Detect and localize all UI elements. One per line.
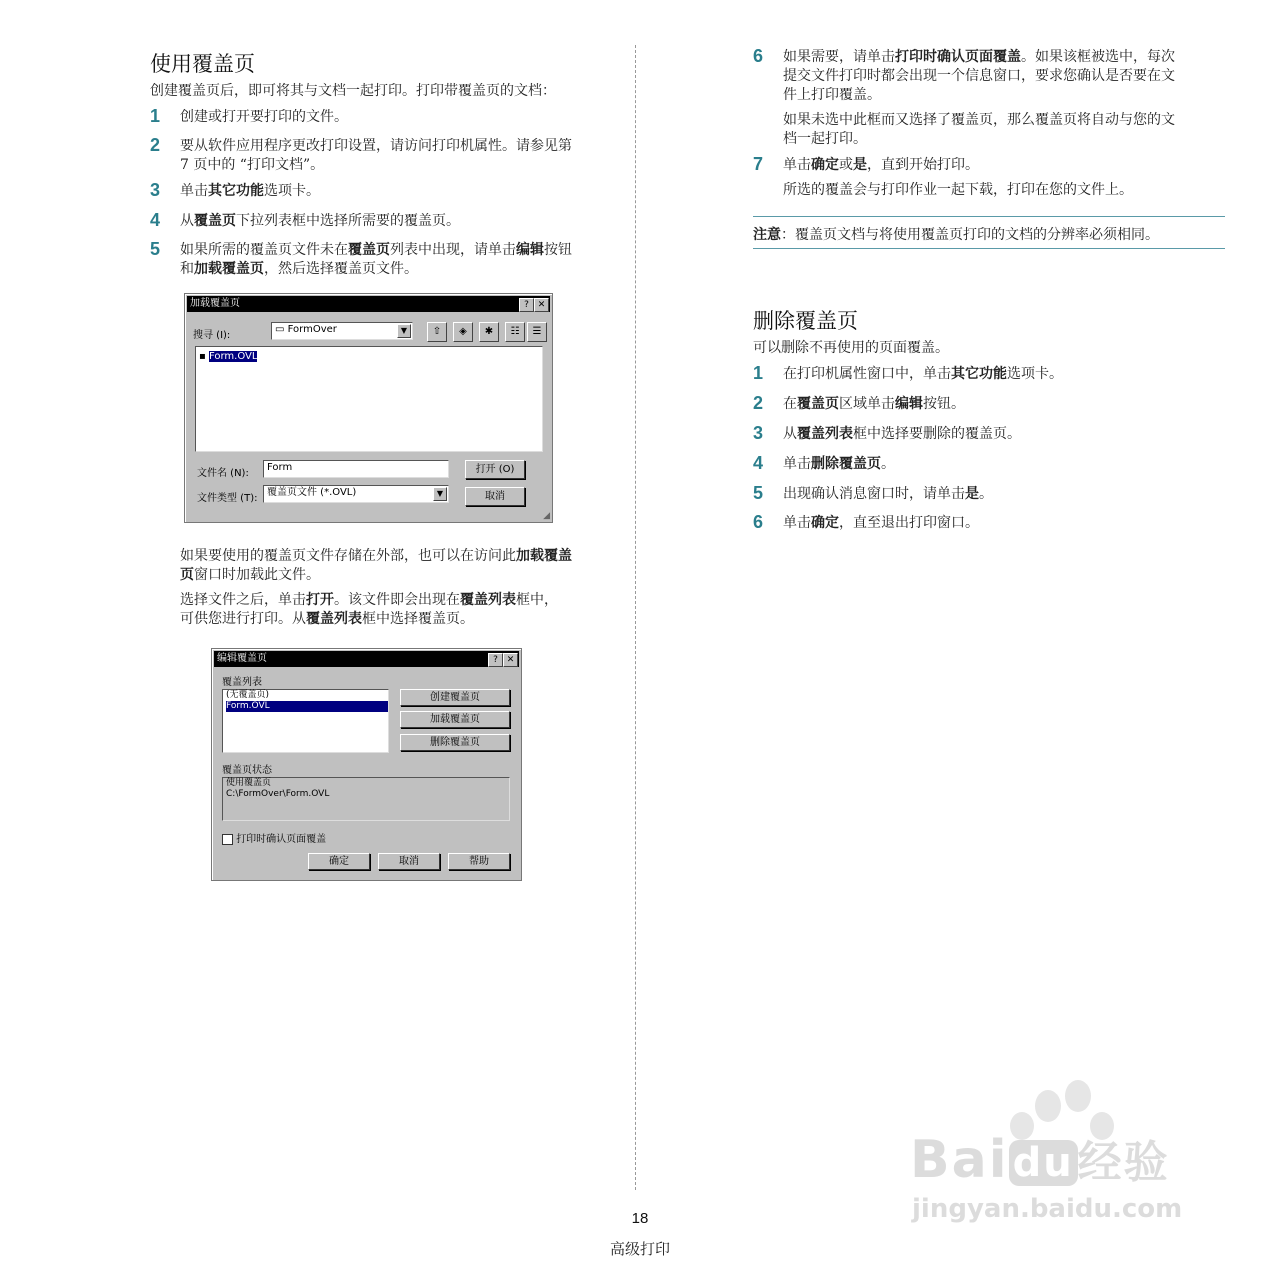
step-text	[783, 485, 993, 504]
step-text	[783, 455, 895, 474]
baidu-jingyan-watermark	[900, 1080, 1210, 1230]
overlay-list[interactable]	[222, 689, 389, 753]
step-number: 7	[753, 154, 764, 174]
load-overlay-button[interactable]: 加载覆盖页	[400, 711, 510, 728]
lookin-value: FormOver	[287, 324, 337, 335]
bold-term: 覆盖页	[348, 242, 390, 258]
text-span: 或	[839, 157, 853, 173]
cancel-button[interactable]: 取消	[465, 487, 525, 506]
step-text	[180, 182, 320, 201]
footer-section: 高级打印	[609, 1240, 670, 1258]
text-span: 从	[180, 213, 194, 229]
watermark-brand-text: Bai	[910, 1130, 1009, 1190]
bold-term: 删除覆盖页	[811, 456, 881, 472]
step-text	[180, 212, 460, 231]
note	[753, 226, 1159, 245]
text-span: ，直至退出打印窗口。	[839, 515, 979, 531]
filetype-value: 覆盖页文件 (*.OVL)	[267, 487, 357, 498]
bold-term: 页	[180, 567, 194, 583]
note-text: ：覆盖页文档与将使用覆盖页打印的文档的分辨率必须相同。	[781, 227, 1159, 243]
note-rule-bottom	[753, 248, 1225, 249]
step-text	[180, 137, 572, 175]
step-number: 2	[753, 393, 764, 413]
ok-button[interactable]: 确定	[308, 853, 370, 870]
text-span: 单击	[783, 515, 811, 531]
step-number: 6	[753, 46, 764, 66]
overlay-status-label: 覆盖页状态	[222, 765, 272, 776]
paw-toe	[1035, 1090, 1061, 1122]
step-text	[783, 156, 1133, 200]
bold-term: 覆盖页	[194, 213, 236, 229]
step-text	[783, 365, 1063, 384]
close-icon[interactable]: ✕	[503, 653, 518, 667]
folder-icon: ▭	[275, 324, 285, 335]
column-divider	[635, 45, 636, 1190]
step-text: 创建或打开要打印的文件。	[180, 109, 348, 125]
filetype-label: 文件类型 (T):	[197, 493, 258, 504]
text-span: 和	[180, 261, 194, 277]
text-span: 单击	[783, 157, 811, 173]
step-line: 所选的覆盖会与打印作业一起下载，打印在您的文件上。	[783, 182, 1133, 198]
text-span: ，直到开始打印。	[867, 157, 979, 173]
text-span: 按钮。	[923, 396, 965, 412]
step-number: 4	[753, 453, 764, 473]
text-span: 选项卡。	[264, 183, 320, 199]
step-text	[180, 241, 572, 279]
watermark-cn: 经验	[1077, 1137, 1170, 1188]
step-number: 6	[753, 512, 764, 532]
text-span: 如果所需的覆盖页文件未在	[180, 242, 348, 258]
list-item[interactable]	[199, 350, 542, 364]
watermark-brand	[910, 1126, 1170, 1190]
bold-term: 是	[853, 157, 867, 173]
open-button[interactable]: 打开 (O)	[465, 460, 525, 479]
section-title-delete-overlay: 删除覆盖页	[753, 309, 858, 333]
lookin-label: 搜寻 (I):	[193, 330, 231, 341]
bold-term: 是	[965, 486, 979, 502]
chevron-down-icon: ▼	[433, 487, 447, 501]
checkbox-label: 打印时确认页面覆盖	[236, 834, 327, 845]
chevron-down-icon: ▼	[397, 324, 411, 338]
text-span: 。	[979, 486, 993, 502]
filetype-select[interactable]	[263, 485, 449, 503]
overlay-status-box	[222, 777, 510, 821]
step-number: 3	[753, 423, 764, 443]
create-overlay-button[interactable]: 创建覆盖页	[400, 689, 510, 706]
step-number: 5	[753, 483, 764, 503]
intro-text: 可以删除不再使用的页面覆盖。	[753, 340, 949, 356]
bold-term: 覆盖列表	[306, 611, 362, 627]
status-line: 使用覆盖页	[226, 778, 272, 788]
paw-toe	[1065, 1080, 1091, 1112]
text-span: 窗口时加载此文件。	[194, 567, 320, 583]
text-span: 。	[881, 456, 895, 472]
step-number: 1	[150, 106, 161, 126]
delete-overlay-button[interactable]: 删除覆盖页	[400, 734, 510, 751]
dialog-titlebar	[187, 296, 550, 312]
step-text	[783, 514, 979, 533]
dialog-title: 加载覆盖页	[190, 298, 240, 309]
step-number: 3	[150, 180, 161, 200]
status-line: C:\FormOver\Form.OVL	[226, 789, 330, 799]
text-span: 下拉列表框中选择所需要的覆盖页。	[236, 213, 460, 229]
help-icon[interactable]: ?	[488, 653, 503, 667]
paragraph	[180, 591, 558, 629]
watermark-paw-du: du	[1009, 1140, 1078, 1186]
text-span: 出现确认消息窗口时，请单击	[783, 486, 965, 502]
note-label: 注意	[753, 227, 781, 243]
resize-grip-icon[interactable]: ◢	[543, 511, 550, 521]
bold-term: 覆盖页	[797, 396, 839, 412]
list-item[interactable]: (无覆盖页)	[226, 690, 270, 700]
file-name: Form.OVL	[208, 351, 258, 362]
text-span: 单击	[783, 456, 811, 472]
filename-input[interactable]: Form	[263, 460, 449, 478]
bold-term: 其它功能	[208, 183, 264, 199]
bold-term: 其它功能	[951, 366, 1007, 382]
help-icon[interactable]: ?	[519, 298, 534, 312]
bold-term: 打开	[306, 592, 334, 608]
checkbox[interactable]	[222, 834, 233, 845]
overlay-list-label: 覆盖列表	[222, 677, 262, 688]
list-view-icon[interactable]: ☷	[505, 322, 525, 342]
watermark-url: jingyan.baidu.com	[912, 1194, 1183, 1224]
text-span: 单击	[180, 183, 208, 199]
step-text	[783, 395, 965, 414]
file-list[interactable]	[195, 346, 543, 452]
page-number: 18	[631, 1210, 649, 1227]
bold-term: 加载覆盖	[516, 548, 572, 564]
file-icon: ▪	[199, 351, 206, 362]
dialog-titlebar	[214, 651, 519, 667]
bold-term: 加载覆盖页	[194, 261, 264, 277]
text-span: 框中选择覆盖页。	[362, 611, 474, 627]
text-span: 从	[783, 426, 797, 442]
step-number: 2	[150, 135, 161, 155]
new-folder-icon[interactable]: ✱	[479, 322, 499, 342]
text-span: 区域单击	[839, 396, 895, 412]
text-span: 选项卡。	[1007, 366, 1063, 382]
step-text	[783, 425, 1021, 444]
step-line: 7 页中的 “打印文档”。	[180, 157, 325, 173]
step-text	[783, 48, 1228, 149]
text-span: ，然后选择覆盖页文件。	[264, 261, 418, 277]
dialog-title: 编辑覆盖页	[217, 653, 267, 664]
bold-term: 确定	[811, 157, 839, 173]
paragraph	[180, 547, 572, 585]
filename-label: 文件名 (N):	[197, 468, 249, 479]
text-span: 选择文件之后，单击	[180, 592, 306, 608]
bold-term: 打印时确认页面覆盖	[895, 49, 1021, 65]
up-folder-icon[interactable]: ⇧	[427, 322, 447, 342]
step-line: 如果未选中此框而又选择了覆盖页，那么覆盖页将自动与您的文	[783, 112, 1175, 128]
text-span: 。该文件即会出现在	[334, 592, 460, 608]
details-view-icon[interactable]: ☰	[527, 322, 547, 342]
load-overlay-dialog	[184, 293, 553, 523]
text-span: 。如果该框被选中，每次	[1021, 49, 1175, 65]
bold-term: 确定	[811, 515, 839, 531]
section-title-use-overlay: 使用覆盖页	[150, 52, 255, 76]
bold-term: 覆盖列表	[797, 426, 853, 442]
text-span: 框中选择要删除的覆盖页。	[853, 426, 1021, 442]
step-line: 件上打印覆盖。	[783, 87, 881, 103]
step-number: 1	[753, 363, 764, 383]
step-line: 要从软件应用程序更改打印设置，请访问打印机属性。请参见第	[180, 138, 572, 154]
step-line: 提交文件打印时都会出现一个信息窗口，要求您确认是否要在文	[783, 68, 1175, 84]
text-span: 可供您进行打印。从	[180, 611, 306, 627]
help-button[interactable]: 帮助	[448, 853, 510, 870]
cancel-button[interactable]: 取消	[378, 853, 440, 870]
desktop-icon[interactable]: ◈	[453, 322, 473, 342]
list-item[interactable]: Form.OVL	[226, 701, 388, 712]
close-icon[interactable]: ✕	[534, 298, 549, 312]
note-rule-top	[753, 216, 1225, 217]
edit-overlay-dialog	[211, 648, 522, 881]
bold-term: 编辑	[516, 242, 544, 258]
intro-text: 创建覆盖页后，即可将其与文档一起打印。打印带覆盖页的文档：	[150, 83, 556, 99]
text-span: 在打印机属性窗口中，单击	[783, 366, 951, 382]
step-line: 档一起打印。	[783, 131, 867, 147]
text-span: 在	[783, 396, 797, 412]
bold-term: 覆盖列表	[460, 592, 516, 608]
text-span: 如果要使用的覆盖页文件存储在外部，也可以在访问此	[180, 548, 516, 564]
lookin-select[interactable]	[271, 322, 413, 340]
step-number: 4	[150, 210, 161, 230]
text-span: 如果需要，请单击	[783, 49, 895, 65]
text-span: 列表中出现，请单击	[390, 242, 516, 258]
text-span: 框中，	[516, 592, 558, 608]
step-number: 5	[150, 239, 161, 259]
confirm-overlay-checkbox-row[interactable]	[222, 830, 326, 845]
bold-term: 编辑	[895, 396, 923, 412]
text-span: 按钮	[544, 242, 572, 258]
